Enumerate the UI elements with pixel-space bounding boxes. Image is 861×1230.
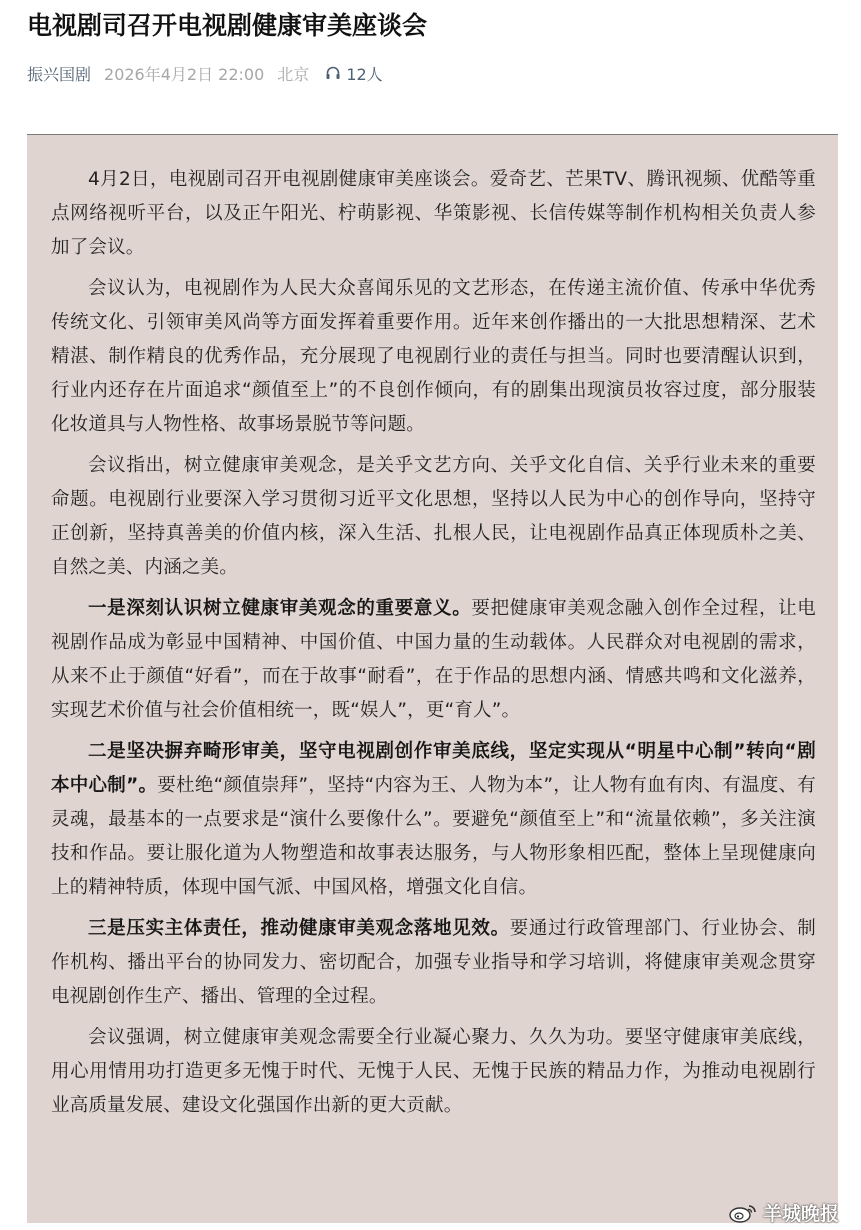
- view-count-text: 12人: [346, 64, 383, 84]
- headphones-icon: [325, 65, 346, 81]
- view-count: [325, 62, 382, 85]
- paragraph-text: 会议认为，电视剧作为人民大众喜闻乐见的文艺形态，在传递主流价值、传承中华优秀传统文化、引领审美风尚等方面发挥着重要作用。近年来创作播出的一大批思想精深、艺术精湛、制作精良的优秀作品，充分展现了电视剧行业的责任与担当。同时也要清醒认识到，行业内还存在片面追求“颜值至上”的不良创作倾向，有的剧集出现演员妆容过度，部分服装化妆道具与人物性格、故事场景脱节等问题。: [51, 278, 816, 435]
- article-meta: [27, 60, 383, 86]
- paragraph-text: 4月2日，电视剧司召开电视剧健康审美座谈会。爱奇艺、芒果TV、腾讯视频、优酷等重点网络视听平台，以及正午阳光、柠萌影视、华策影视、长信传媒等制作机构相关负责人参加了会议。: [51, 169, 816, 258]
- source-link[interactable]: 振兴国剧: [27, 64, 92, 84]
- weibo-icon: [728, 1202, 763, 1224]
- paragraph-6: [51, 912, 816, 1014]
- paragraph-3: [51, 449, 816, 585]
- article-body: [27, 135, 838, 1223]
- paragraph-1: [51, 163, 816, 265]
- paragraph-text: 会议强调，树立健康审美观念需要全行业凝心聚力、久久为功。要坚守健康审美底线，用心用情用功打造更多无愧于时代、无愧于人民、无愧于民族的精品力作，为推动电视剧行业高质量发展、建设文化强国作出新的更大贡献。: [51, 1027, 816, 1116]
- paragraph-text: 要把健康审美观念融入创作全过程，让电视剧作品成为彰显中国精神、中国价值、中国力量的生动载体。人民群众对电视剧的需求，从来不止于颜值“好看”，而在于故事“耐看”，在于作品的思想内涵、情感共鸣和文化滋养，实现艺术价值与社会价值相统一，既“娱人”，更“育人”。: [51, 598, 816, 721]
- publish-location: 北京: [277, 64, 310, 84]
- paragraph-4: [51, 592, 816, 728]
- paragraph-text: 会议指出，树立健康审美观念，是关乎文艺方向、关乎文化自信、关乎行业未来的重要命题。电视剧行业要深入学习贯彻习近平文化思想，坚持以人民为中心的创作导向，坚持守正创新，坚持真善美的价值内核，深入生活、扎根人民，让电视剧作品真正体现质朴之美、自然之美、内涵之美。: [51, 455, 816, 578]
- paragraph-5: [51, 735, 816, 905]
- paragraph-text: 要杜绝“颜值崇拜”，坚持“内容为王、人物为本”，让人物有血有肉、有温度、有灵魂，最基本的一点要求是“演什么要像什么”。要避免“颜值至上”和“流量依赖”，多关注演技和作品。要让服化道为人物塑造和故事表达服务，与人物形象相匹配，整体上呈现健康向上的精神特质，体现中国气派、中国风格，增强文化自信。: [51, 775, 816, 898]
- page-title: 电视剧司召开电视剧健康审美座谈会: [27, 11, 428, 40]
- paragraph-text: 要通过行政管理部门、行业协会、制作机构、播出平台的协同发力、密切配合，加强专业指导和学习培训，将健康审美观念贯穿电视剧创作生产、播出、管理的全过程。: [51, 918, 817, 1007]
- paragraph-lead: 三是压实主体责任，推动健康审美观念落地见效。: [88, 918, 510, 939]
- watermark-text: 羊城晚报: [762, 1203, 839, 1225]
- paragraph-2: [51, 272, 816, 442]
- paragraph-lead: 一是深刻认识树立健康审美观念的重要意义。: [88, 598, 472, 619]
- watermark: [728, 1199, 839, 1226]
- paragraph-lead: 二是坚决摒弃畸形审美，坚守电视剧创作审美底线，坚定实现从“明星中心制”转向“剧本中心制”。: [51, 741, 816, 796]
- paragraph-7: [51, 1021, 816, 1123]
- publish-date: 2026年4月2日 22:00: [104, 64, 265, 84]
